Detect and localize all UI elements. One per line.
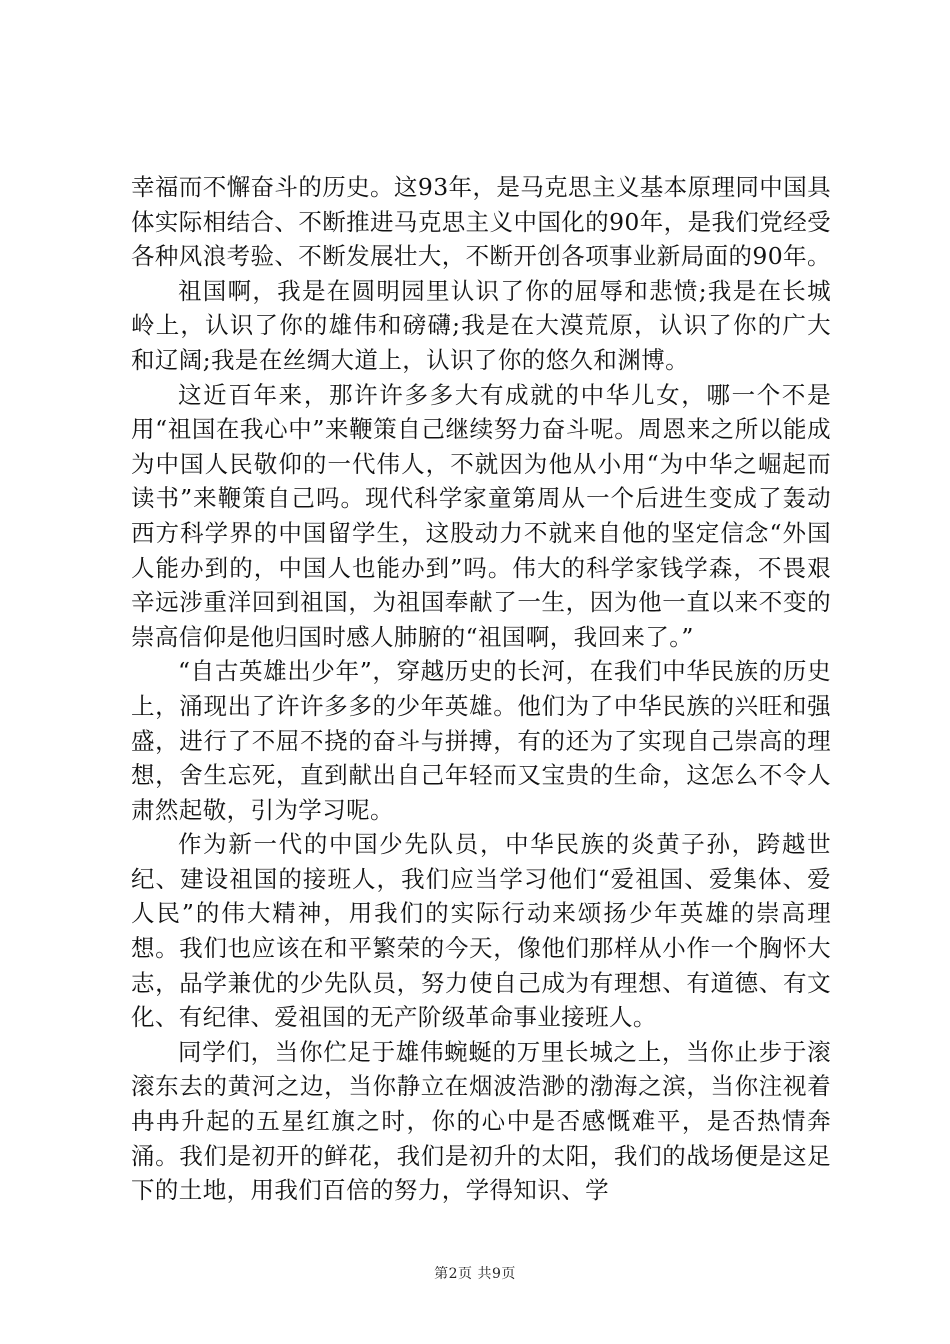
page-footer: 第2页 共9页	[434, 1266, 516, 1282]
paragraph-6: 同学们，当你伫足于雄伟蜿蜒的万里长城之上，当你止步于滚滚东去的黄河之边，当你静立在烟波浩渺的渤海之滨，当你注视着冉冉升起的五星红旗之时，你的心中是否感慨难平，是否热情奔涌。我们是初开的鲜花，我们是初升的太阳，我们的战场便是这足下的土地，用我们百倍的努力，学得知识、学	[131, 1037, 831, 1205]
paragraph-3: 这近百年来，那许许多多大有成就的中华儿女，哪一个不是用“祖国在我心中”来鞭策自己继续努力奋斗呢。周恩来之所以能成为中国人民敬仰的一代伟人，不就因为他从小用“为中华之崛起而读书”来鞭策自己吗。现代科学家童第周从一个后进生变成了轰动西方科学界的中国留学生，这股动力不就来自他的坚定信念“外国人能办到的，中国人也能办到”吗。伟大的科学家钱学森，不畏艰辛远涉重洋回到祖国，为祖国奉献了一生，因为他一直以来不变的崇高信仰是他归国时感人肺腑的“祖国啊，我回来了。”	[131, 380, 831, 651]
document-body	[131, 170, 831, 1208]
paragraph-5: 作为新一代的中国少先队员，中华民族的炎黄子孙，跨越世纪、建设祖国的接班人，我们应当学习他们“爱祖国、爱集体、爱人民”的伟大精神，用我们的实际行动来颂扬少年英雄的崇高理想。我们也应该在和平繁荣的今天，像他们那样从小作一个胸怀大志，品学兼优的少先队员，努力使自己成为有理想、有道德、有文化、有纪律、爱祖国的无产阶级革命事业接班人。	[131, 830, 831, 1032]
paragraph-1: 幸福而不懈奋斗的历史。这93年，是马克思主义基本原理同中国具体实际相结合、不断推进马克思主义中国化的90年，是我们党经受各种风浪考验、不断发展壮大，不断开创各项事业新局面的90年。	[131, 173, 831, 271]
paragraph-2: 祖国啊，我是在圆明园里认识了你的屈辱和悲愤;我是在长城岭上，认识了你的雄伟和磅礴;我是在大漠荒原，认识了你的广大和辽阔;我是在丝绸大道上，认识了你的悠久和渊博。	[131, 276, 831, 374]
paragraph-4: “自古英雄出少年”，穿越历史的长河，在我们中华民族的历史上，涌现出了许许多多的少年英雄。他们为了中华民族的兴旺和强盛，进行了不屈不挠的奋斗与拼搏，有的还为了实现自己崇高的理想，舍生忘死，直到献出自己年轻而又宝贵的生命，这怎么不令人肃然起敬，引为学习呢。	[131, 657, 831, 824]
